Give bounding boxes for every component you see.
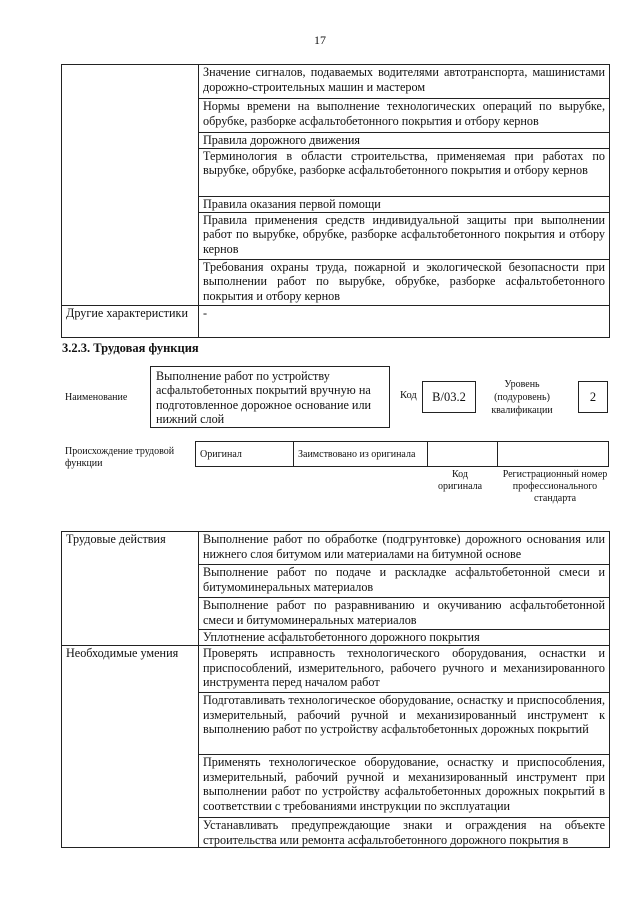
function-table — [61, 531, 610, 848]
function-name: Выполнение работ по устройству асфальтобетонных покрытий вручную на подготовленное дорожное основание или нижний слой — [150, 366, 390, 428]
skill-item: Устанавливать предупреждающие знаки и ограждения на объекте строительства или ремонта асфальтобетонного дорожного покрытия в — [199, 818, 610, 848]
origin-code-cell — [428, 442, 498, 467]
knowledge-item: Терминология в области строительства, применяемая при работах по вырубке, обрубке, разборке асфальтобетонного покрытия и отбору кернов — [199, 148, 610, 196]
actions-label: Трудовые действия — [62, 532, 199, 646]
origin-original-cell: Оригинал — [196, 442, 294, 467]
other-characteristics-label: Другие характеристики — [62, 305, 199, 337]
qualification-level-value: 2 — [578, 381, 608, 413]
knowledge-item: Нормы времени на выполнение технологических операций по вырубке, обрубке, разборке асфальтобетонного покрытия и отбору кернов — [199, 99, 610, 133]
knowledge-item: Правила дорожного движения — [199, 133, 610, 149]
section-title: 3.2.3. Трудовая функция — [62, 341, 199, 355]
name-label: Наименование — [65, 392, 128, 403]
action-item: Выполнение работ по обработке (подгрунтовке) дорожного основания или нижнего слоя битумом или материалами на битумной основе — [199, 532, 610, 565]
skill-item: Подготавливать технологическое оборудование, оснастку и приспособления, измерительный, рабочий ручной и механизированный инструмент к выполнению работ по устройству асфальтобетонных дорожных покрытий — [199, 693, 610, 755]
function-code: В/03.2 — [422, 381, 476, 413]
qualification-level-label: Уровень (подуровень) квалификации — [491, 379, 553, 416]
knowledge-item: Правила применения средств индивидуальной защиты при выполнении работ по вырубке, обрубке, разборке асфальтобетонного покрытия и отбору кернов — [199, 212, 610, 259]
skills-label: Необходимые умения — [62, 646, 199, 848]
knowledge-item: Значение сигналов, подаваемых водителями автотранспорта, машинистами дорожно-строительных машин и мастером — [199, 65, 610, 99]
action-item: Уплотнение асфальтобетонного дорожного покрытия — [199, 630, 610, 646]
knowledge-item: Правила оказания первой помощи — [199, 196, 610, 212]
origin-label: Происхождение трудовой функции — [65, 446, 175, 469]
origin-borrowed-cell: Заимствовано из оригинала — [294, 442, 428, 467]
knowledge-item: Требования охраны труда, пожарной и экологической безопасности при выполнении работ по вырубке, обрубке, разборке асфальтобетонного покрытия и отбору кернов — [199, 259, 610, 305]
page-number: 17 — [314, 33, 326, 47]
skill-item: Проверять исправность технологического оборудования, оснастки и приспособлений, измерительного, рабочего ручного и механизированного инструмента перед началом работ — [199, 646, 610, 693]
other-characteristics-value: - — [199, 305, 610, 337]
code-label: Код — [400, 390, 417, 401]
origin-table — [195, 441, 609, 467]
action-item: Выполнение работ по разравниванию и окучиванию асфальтобетонной смеси и битумоминеральных материалов — [199, 598, 610, 630]
code-original-label: Код оригинала — [437, 469, 483, 492]
action-item: Выполнение работ по подаче и раскладке асфальтобетонной смеси и битумоминеральных материалов — [199, 565, 610, 598]
knowledge-table — [61, 64, 610, 338]
table-cell-empty — [62, 65, 199, 306]
reg-number-label: Регистрационный номер профессионального стандарта — [502, 469, 608, 504]
skill-item: Применять технологическое оборудование, оснастку и приспособления, измерительный, рабочий ручной и механизированный инструмент при выполнении работ по устройству асфальтобетонных дорожных покрытий в соответствии с требованиями инструкции по эксплуатации — [199, 755, 610, 818]
origin-reg-cell — [498, 442, 609, 467]
